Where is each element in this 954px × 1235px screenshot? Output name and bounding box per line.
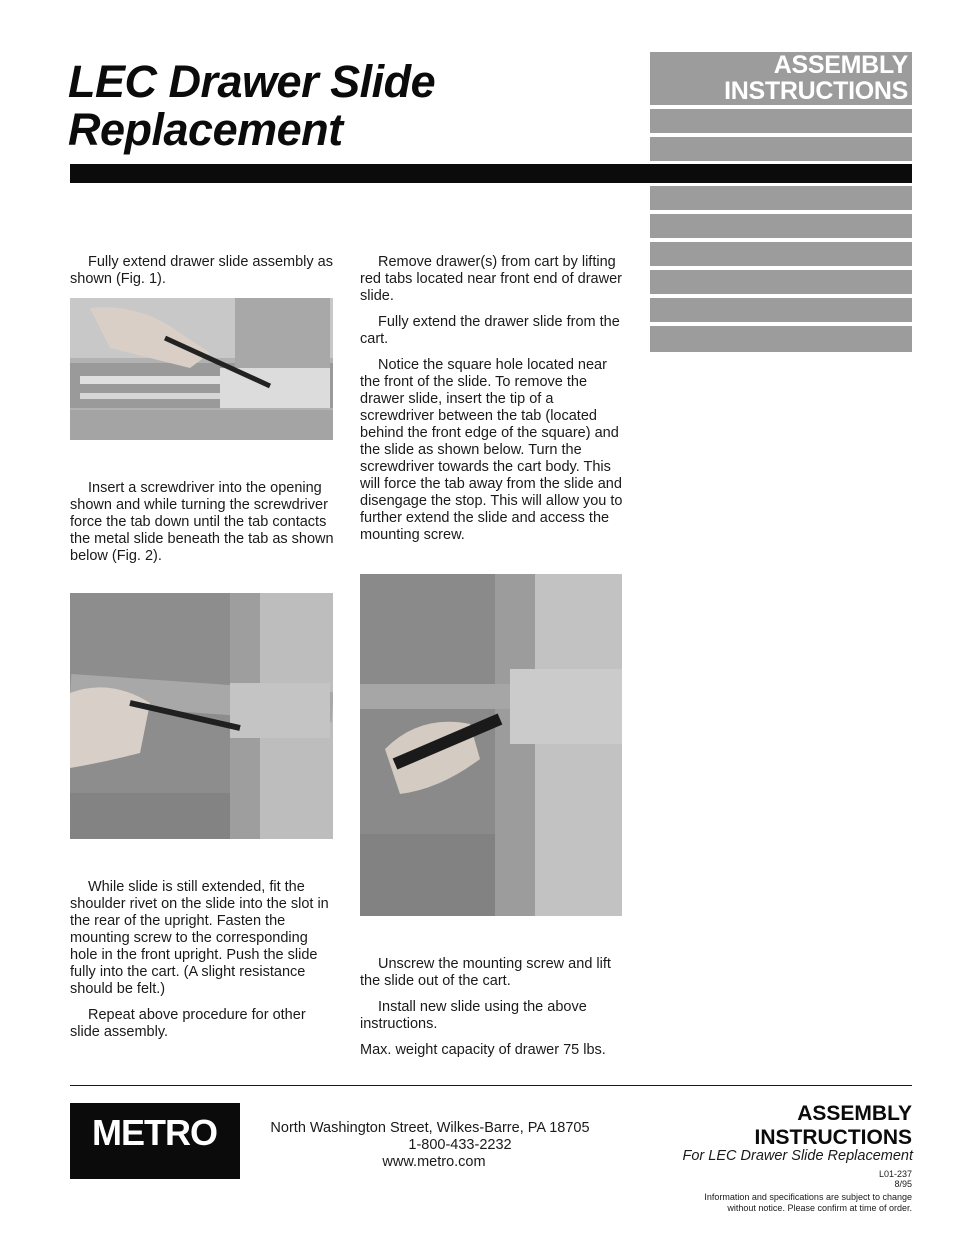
logo-text: METRO [92, 1112, 217, 1153]
decorative-grey-bar [650, 270, 912, 294]
decorative-grey-bar [650, 186, 912, 210]
page-title [68, 58, 628, 154]
metro-logo [70, 1103, 240, 1179]
address-phone: 1-800-433-2232 [408, 1137, 512, 1153]
footer-title-line-1: ASSEMBLY [797, 1102, 912, 1125]
decorative-grey-bar [650, 137, 912, 161]
footer-subtitle: For LEC Drawer Slide Replacement [682, 1148, 913, 1164]
label-line-1: ASSEMBLY [773, 51, 908, 79]
address-street: North Washington Street, Wilkes-Barre, PA 18705 [270, 1120, 590, 1136]
left-step-2: Insert a screwdriver into the opening shown and while turning the screwdriver force the tab down until the tab contacts the metal slide beneath the tab as shown below (Fig. 2). [70, 480, 334, 564]
photo-fig-3 [360, 574, 622, 916]
photo-fig-1 [70, 298, 333, 440]
doc-date: 8/95 [894, 1179, 912, 1189]
assembly-instructions-label [650, 52, 912, 105]
disclaimer-line-2: without notice. Please confirm at time of order. [727, 1203, 912, 1213]
label-line-2: INSTRUCTIONS [724, 77, 908, 105]
title-line-1: LEC Drawer Slide [68, 56, 436, 107]
title-line-2: Replacement [68, 104, 343, 155]
decorative-grey-bar [650, 298, 912, 322]
footer-title [600, 1102, 912, 1150]
disclaimer-note [600, 1192, 912, 1214]
decorative-grey-bar [650, 326, 912, 352]
footer-title-line-2: INSTRUCTIONS [754, 1126, 912, 1149]
photo-fig-2 [70, 593, 333, 839]
disclaimer-line-1: Information and specifications are subject to change [704, 1192, 912, 1202]
right-steps-1: Remove drawer(s) from cart by lifting red tabs located near front end of drawer slide. Fully extend the drawer slide from the cart. Notice the square hole located near the front of the slide. To remove the drawer slide, insert the tip of a screwdriver between the tab (located behind the front edge of the square) and the slide as shown below. Turn the screwdriver towards the cart body. This will force the tab away from the slide and disengage the stop. This will allow you to further extend the slide and access the mounting screw. [360, 254, 623, 543]
decorative-grey-bar [650, 109, 912, 133]
company-address [240, 1120, 620, 1171]
doc-code: L01-237 [878, 1169, 912, 1179]
decorative-grey-bar [650, 214, 912, 238]
footer-divider [70, 1085, 912, 1086]
right-steps-2: Unscrew the mounting screw and lift the slide out of the cart. Install new slide using the above instructions. Max. weight capacity of drawer 75 lbs. [360, 956, 611, 1058]
decorative-grey-bar [650, 242, 912, 266]
header-rule [70, 164, 912, 183]
document-code [800, 1169, 912, 1189]
left-step-3: While slide is still extended, fit the shoulder rivet on the slide into the slot in the rear of the upright. Fasten the mounting screw to the corresponding hole in the front upright. Push the slide fully into the cart. (A slight resistance should be felt.) Repeat above procedure for other slide assembly. [70, 879, 329, 1040]
left-step-1: Fully extend drawer slide assembly as shown (Fig. 1). [70, 254, 333, 287]
address-website: www.metro.com [382, 1154, 486, 1170]
